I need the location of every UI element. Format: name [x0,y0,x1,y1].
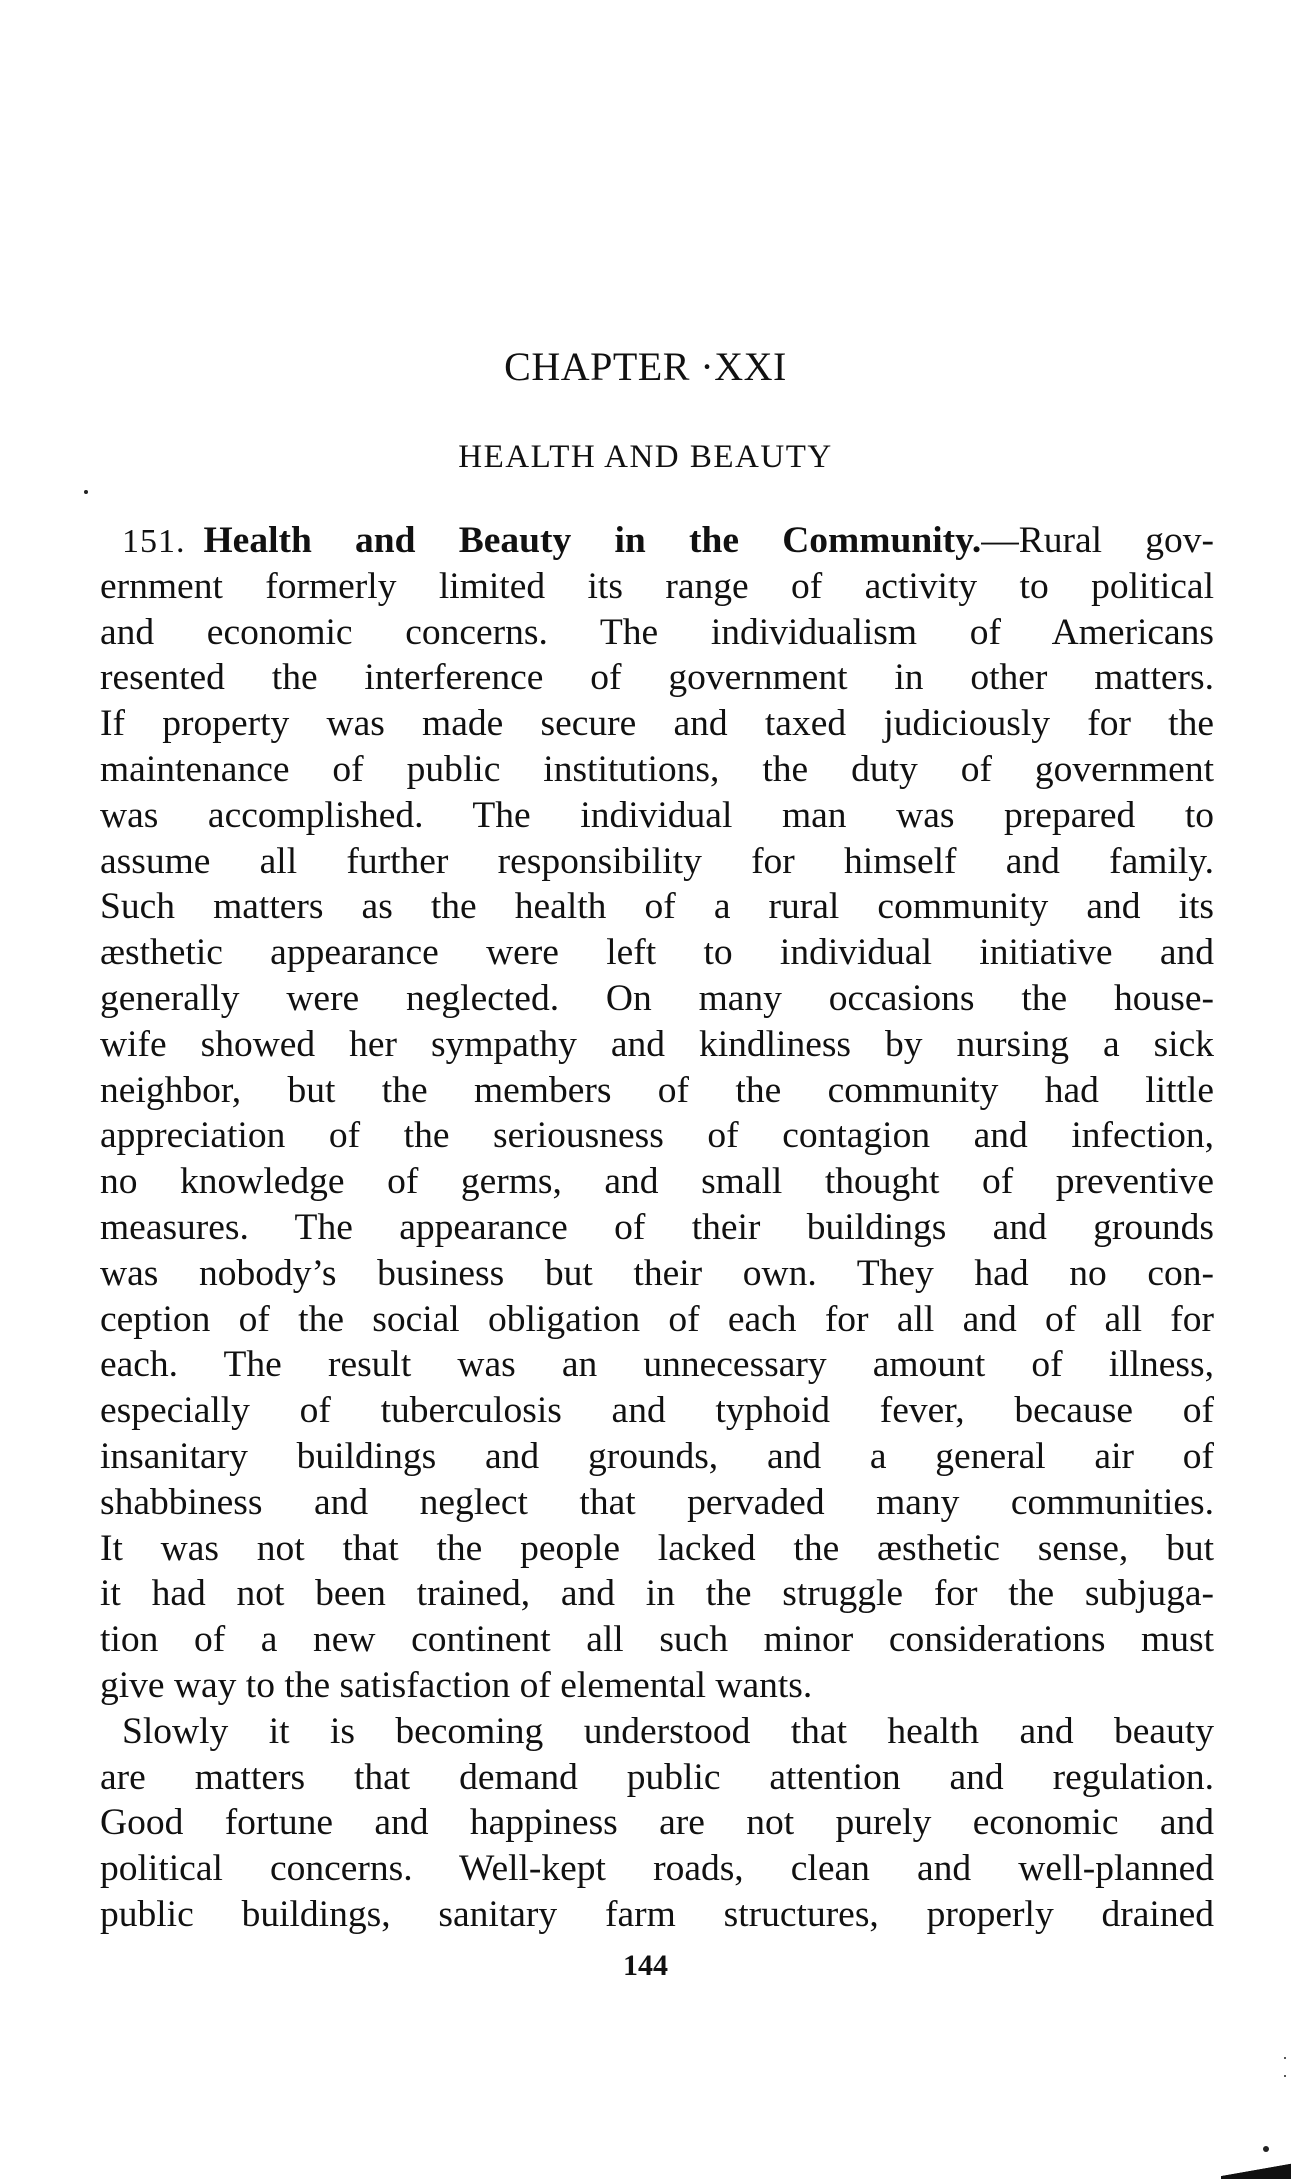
scan-speck [1284,2075,1286,2077]
text-line: tion of a new continent all such minor considerations must [100,1619,1214,1661]
text-line: no knowledge of germs, and small thought of preventive [100,1161,1214,1203]
scan-edge-artifact [1221,2157,1291,2179]
chapter-heading: CHAPTER ·XXI [504,344,787,389]
text-line: generally were neglected. On many occasions the house- [100,977,1214,1019]
text-line: insanitary buildings and grounds, and a general air of [100,1435,1214,1477]
paragraph2-line: public buildings, sanitary farm structures, properly drained [100,1893,1214,1935]
section-heading-suffix: —Rural gov- [981,520,1214,561]
text-line: was nobody’s business but their own. They had no con- [100,1252,1214,1294]
text-line: assume all further responsibility for himself and family. [100,840,1214,882]
paragraph2-line: are matters that demand public attention and regulation. [100,1756,1214,1798]
text-line: resented the interference of government in other matters. [100,657,1214,699]
body-text [100,518,1214,1938]
text-line: give way to the satisfaction of elemental wants. [100,1664,813,1706]
text-line: If property was made secure and taxed judiciously for the [100,703,1214,745]
text-line: Such matters as the health of a rural community and its [100,886,1214,928]
text-line: each. The result was an unnecessary amount of illness, [100,1344,1214,1386]
scan-speck [84,490,88,494]
text-line: appreciation of the seriousness of contagion and infection, [100,1115,1214,1157]
paragraph2-line: political concerns. Well-kept roads, clean and well-planned [100,1848,1214,1890]
text-line: neighbor, but the members of the community had little [100,1069,1214,1111]
text-line: it had not been trained, and in the struggle for the subjuga- [100,1573,1214,1615]
chapter-title: HEALTH AND BEAUTY [458,439,833,475]
text-line: ception of the social obligation of each for all and of all for [100,1298,1214,1340]
text-line: æsthetic appearance were left to individual initiative and [100,932,1214,974]
text-line: wife showed her sympathy and kindliness by nursing a sick [100,1023,1214,1065]
section-number: 151. [122,523,186,560]
section-first-line [100,518,1214,564]
text-line: especially of tuberculosis and typhoid fever, because of [100,1390,1214,1432]
scan-speck [1263,2146,1269,2152]
paragraph2-line: Good fortune and happiness are not purely economic and [100,1802,1214,1844]
text-line: was accomplished. The individual man was prepared to [100,794,1214,836]
text-line: maintenance of public institutions, the duty of government [100,748,1214,790]
paragraph2-line: Slowly it is becoming understood that health and beauty [122,1710,1214,1752]
page-number: 144 [623,1949,668,1982]
text-line: ernment formerly limited its range of activity to political [100,565,1214,607]
text-line: It was not that the people lacked the æsthetic sense, but [100,1527,1214,1569]
section-heading: Health and Beauty in the Community. [203,520,982,561]
text-line: measures. The appearance of their buildings and grounds [100,1206,1214,1248]
scan-speck [1284,2057,1286,2059]
text-line: and economic concerns. The individualism of Americans [100,611,1214,653]
text-line: shabbiness and neglect that pervaded many communities. [100,1481,1214,1523]
